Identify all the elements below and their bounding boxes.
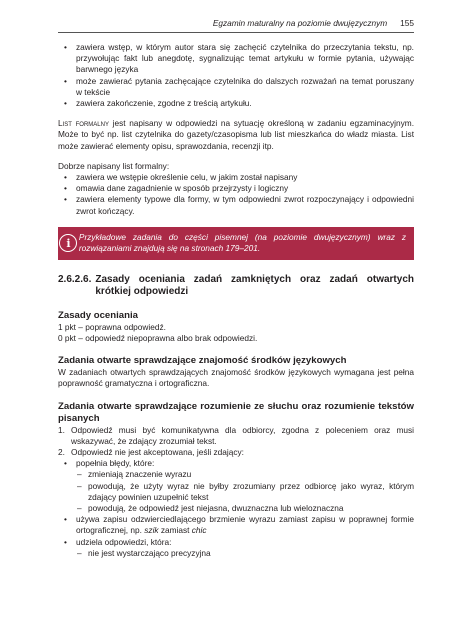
info-icon: i bbox=[59, 234, 77, 252]
list-item bbox=[58, 537, 414, 559]
rejection-reasons bbox=[58, 458, 414, 559]
section-number: 2.6.2.6. bbox=[58, 273, 92, 285]
info-icon-holder bbox=[58, 234, 79, 252]
scoring-line: 1 pkt – poprawna odpowiedź. bbox=[58, 321, 166, 332]
dash-list bbox=[76, 548, 414, 559]
page bbox=[58, 18, 414, 559]
header-rule bbox=[58, 32, 414, 33]
list-item: • zawiera zakończenie, zgodne z treścią artykułu. bbox=[58, 98, 414, 109]
page-number: 155 bbox=[400, 18, 414, 28]
section-heading bbox=[58, 274, 414, 299]
list-item: • omawia dane zagadnienie w sposób przejrzysty i logiczny bbox=[58, 183, 414, 194]
item-number: 1. bbox=[58, 424, 65, 435]
dash-item: – zmieniają znaczenie wyrazu bbox=[76, 469, 414, 480]
formal-letter-term: List formalny bbox=[58, 118, 109, 129]
example-word: chic bbox=[191, 525, 207, 536]
scoring-heading: Zasady oceniania bbox=[58, 309, 138, 321]
list-item: • zawiera wstęp, w którym autor stara się zachęcić czytelnika do przeczytania tekstu, np. przywołując fakt lub anegdotę, sygnalizując temat artykułu w formie pytania, używając barwnego języka bbox=[58, 42, 414, 76]
reason-text: popełnia błędy, które: bbox=[76, 458, 155, 469]
open-language-heading: Zadania otwarte sprawdzające znajomość środków językowych bbox=[58, 355, 347, 367]
criteria-item bbox=[58, 425, 414, 447]
dash-item: – powodują, że odpowiedź jest niejasna, dwuznaczna lub wieloznaczna bbox=[76, 503, 414, 514]
item-number: 2. bbox=[58, 447, 65, 458]
example-word: szik bbox=[144, 525, 159, 536]
open-listening-heading: Zadania otwarte sprawdzające rozumienie ze słuchu oraz rozumienie tekstów pisanych bbox=[58, 400, 414, 424]
open-language-text: W zadaniach otwartych sprawdzających znajomość środków językowych wymagana jest pełna poprawność gramatyczna i ortograficzna. bbox=[58, 367, 414, 389]
dash-item: – nie jest wystarczająco precyzyjna bbox=[76, 548, 414, 559]
list-item: • zawiera we wstępie określenie celu, w jakim został napisany bbox=[58, 172, 414, 183]
info-box bbox=[58, 227, 414, 260]
list-item bbox=[58, 514, 414, 536]
criteria-item bbox=[58, 447, 414, 559]
item-text: Odpowiedź musi być komunikatywna dla odbiorcy, zgodna z poleceniem oraz musi wskazywać, że zdający zrozumiał tekst. bbox=[71, 424, 414, 446]
reason-text: używa zapisu odzwierciedlającego brzmienie wyrazu zamiast zapisu w poprawnej formie ortograficznej, np. bbox=[76, 514, 414, 536]
list-item: • może zawierać pytania zachęcające czytelnika do dalszych rozważań na temat poruszany w tekście bbox=[58, 76, 414, 98]
article-features-list bbox=[58, 42, 414, 109]
good-letter-list bbox=[58, 172, 414, 217]
reason-text: udziela odpowiedzi, która: bbox=[76, 536, 172, 547]
info-box-text: Przykładowe zadania do części pisemnej (na poziomie dwujęzycznym) wraz z rozwiązaniami znajdują się na stronach 179–201. bbox=[78, 232, 406, 254]
item-text: Odpowiedź nie jest akceptowana, jeśli zdający: bbox=[71, 447, 244, 458]
running-header bbox=[58, 18, 414, 29]
good-letter-intro: Dobrze napisany list formalny: bbox=[58, 160, 170, 171]
dash-list bbox=[76, 469, 414, 514]
criteria-list bbox=[58, 425, 414, 559]
section-title: Zasady oceniania zadań zamkniętych oraz zadań otwartych krótkiej odpowiedzi bbox=[95, 273, 414, 298]
dash-item: – powodują, że użyty wyraz nie byłby zrozumiany przez odbiorcę jako wyraz, którym zdający powinien uzupełnić tekst bbox=[76, 481, 414, 503]
formal-letter-text: jest napisany w odpowiedzi na sytuację określoną w zadaniu egzaminacyjnym. Może to być np. list czytelnika do gazety/czasopisma lub list mieszkańca do władz miasta. List może zawierać elementy opisu, sprawozdania, recenzji itp. bbox=[58, 118, 415, 151]
list-item bbox=[58, 458, 414, 514]
scoring-line: 0 pkt – odpowiedź niepoprawna albo brak odpowiedzi. bbox=[58, 333, 258, 344]
connector-text: zamiast bbox=[158, 525, 192, 536]
formal-letter-paragraph bbox=[58, 118, 414, 152]
list-item: • zawiera elementy typowe dla formy, w tym odpowiedni zwrot rozpoczynający i odpowiedni zwrot kończący. bbox=[58, 194, 414, 216]
header-title: Egzamin maturalny na poziomie dwujęzycznym bbox=[212, 18, 388, 28]
